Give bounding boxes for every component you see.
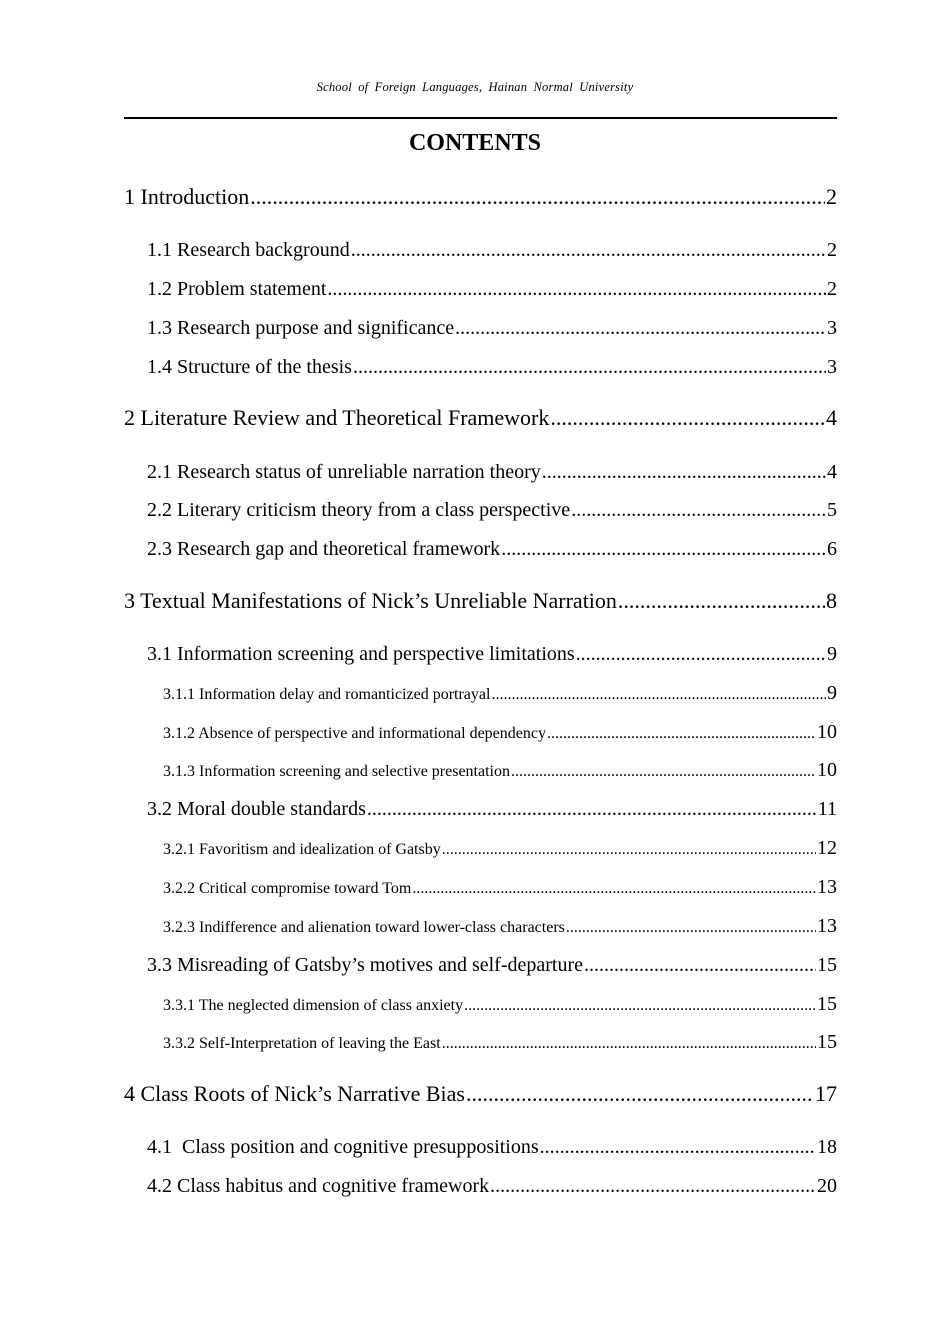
toc-leader-dots — [250, 182, 825, 212]
toc-entry-page: 4 — [826, 405, 837, 430]
toc-leader-dots — [550, 403, 825, 433]
toc-entry-page: 17 — [815, 1081, 837, 1106]
toc-entry-label: 1.4 Structure of the thesis — [147, 356, 352, 378]
toc-entry-label: 4 Class Roots of Nick’s Narrative Bias — [124, 1081, 465, 1106]
toc-entry-label: 4.2 Class habitus and cognitive framework — [147, 1175, 490, 1197]
toc-entry-3-1-1[interactable] — [163, 681, 837, 705]
toc-entry-3-2-3[interactable] — [163, 914, 837, 938]
toc-leader-dots — [542, 458, 826, 486]
toc-entry-page: 2 — [826, 184, 837, 209]
toc-entry-label: 3 Textual Manifestations of Nick’s Unreliable Narration — [124, 588, 617, 613]
toc-entry-3-2-1[interactable] — [163, 836, 837, 860]
toc-leader-dots — [466, 1079, 814, 1109]
toc-entry-label: 3.2.1 Favoritism and idealization of Gatsby — [163, 841, 441, 858]
toc-leader-dots — [540, 1133, 816, 1161]
toc-entry-1-1[interactable] — [147, 236, 837, 264]
page-header: School of Foreign Languages, Hainan Normal University — [316, 80, 634, 94]
toc-entry-page: 5 — [827, 499, 837, 521]
toc-entry-page: 9 — [827, 643, 837, 665]
toc-entry-page: 15 — [817, 993, 837, 1015]
toc-entry-3-3[interactable] — [147, 951, 837, 979]
toc-leader-dots — [412, 877, 816, 899]
toc-entry-4[interactable] — [124, 1079, 837, 1109]
toc-entry-3-1-3[interactable] — [163, 758, 837, 782]
toc-entry-label: 1.3 Research purpose and significance — [147, 317, 455, 339]
toc-title: CONTENTS — [408, 130, 542, 156]
toc-leader-dots — [367, 795, 817, 823]
toc-leader-dots — [576, 640, 826, 668]
toc-leader-dots — [464, 994, 816, 1016]
toc-entry-page: 2 — [827, 278, 837, 300]
toc-entry-3-2-2[interactable] — [163, 875, 837, 899]
toc-entry-page: 10 — [817, 721, 837, 743]
toc-leader-dots — [442, 838, 816, 860]
toc-leader-dots — [327, 275, 826, 303]
toc-entry-3-1-2[interactable] — [163, 720, 837, 744]
toc-leader-dots — [351, 236, 826, 264]
toc-entry-label: 1.1 Research background — [147, 239, 350, 261]
toc-entry-label: 2.2 Literary criticism theory from a class perspective — [147, 499, 571, 521]
toc-leader-dots — [501, 535, 826, 563]
toc-entry-page: 13 — [817, 915, 837, 937]
toc-entry-label: 2 Literature Review and Theoretical Framework — [124, 405, 550, 430]
header-rule — [124, 117, 837, 119]
toc-entry-page: 10 — [817, 759, 837, 781]
toc-entry-page: 6 — [827, 538, 837, 560]
toc-entry-1-2[interactable] — [147, 275, 837, 303]
toc-entry-page: 18 — [817, 1136, 837, 1158]
toc-entry-label: 1.2 Problem statement — [147, 278, 327, 300]
toc-leader-dots — [618, 586, 825, 616]
toc-entry-1-4[interactable] — [147, 353, 837, 381]
toc-leader-dots — [571, 496, 826, 524]
toc-entry-label: 4.1 Class position and cognitive presuppositions — [147, 1136, 539, 1158]
toc-leader-dots — [455, 314, 826, 342]
toc-entry-label: 2.1 Research status of unreliable narration theory — [147, 461, 541, 483]
toc-entry-label: 2.3 Research gap and theoretical framework — [147, 538, 501, 560]
toc-entry-page: 20 — [817, 1175, 837, 1197]
toc-entry-3-3-2[interactable] — [163, 1030, 837, 1054]
toc-entry-2[interactable] — [124, 403, 837, 433]
toc-entry-3[interactable] — [124, 586, 837, 616]
toc-leader-dots — [566, 916, 816, 938]
toc-entry-2-2[interactable] — [147, 496, 837, 524]
toc-entry-label: 3.1.1 Information delay and romanticized portrayal — [163, 686, 491, 703]
toc-entry-3-1[interactable] — [147, 640, 837, 668]
toc-entry-label: 3.1.3 Information screening and selective presentation — [163, 763, 510, 780]
toc-entry-page: 11 — [817, 798, 837, 820]
toc-entry-label: 3.2.2 Critical compromise toward Tom — [163, 880, 412, 897]
toc-leader-dots — [442, 1032, 816, 1054]
toc-entry-1-3[interactable] — [147, 314, 837, 342]
toc-entry-page: 15 — [817, 1031, 837, 1053]
toc-entry-page: 13 — [817, 876, 837, 898]
toc-entry-page: 15 — [817, 954, 837, 976]
toc-entry-3-3-1[interactable] — [163, 992, 837, 1016]
toc-leader-dots — [353, 353, 826, 381]
toc-entry-page: 3 — [827, 317, 837, 339]
toc-leader-dots — [490, 1172, 816, 1200]
toc-leader-dots — [511, 760, 816, 782]
toc-entry-label: 3.1 Information screening and perspective limitations — [147, 643, 575, 665]
toc-leader-dots — [491, 683, 826, 705]
toc-entry-3-2[interactable] — [147, 795, 837, 823]
toc-entry-page: 3 — [827, 356, 837, 378]
toc-entry-label: 3.1.2 Absence of perspective and informational dependency — [163, 725, 546, 742]
toc-entry-label: 3.3 Misreading of Gatsby’s motives and self-departure — [147, 954, 584, 976]
toc-entry-2-3[interactable] — [147, 535, 837, 563]
toc-entry-4-1[interactable] — [147, 1133, 837, 1161]
toc-entry-page: 12 — [817, 837, 837, 859]
toc-leader-dots — [584, 951, 816, 979]
toc-entry-page: 4 — [827, 461, 837, 483]
toc-entry-4-2[interactable] — [147, 1172, 837, 1200]
toc-entry-page: 9 — [827, 682, 837, 704]
toc-entry-label: 3.2 Moral double standards — [147, 798, 366, 820]
toc-entry-page: 8 — [826, 588, 837, 613]
toc-entry-1[interactable] — [124, 182, 837, 212]
toc-entry-label: 3.3.2 Self-Interpretation of leaving the East — [163, 1035, 441, 1052]
toc-entry-label: 3.2.3 Indifference and alienation toward lower-class characters — [163, 919, 565, 936]
toc-leader-dots — [547, 722, 816, 744]
toc-entry-2-1[interactable] — [147, 458, 837, 486]
toc-entry-page: 2 — [827, 239, 837, 261]
toc-entry-label: 3.3.1 The neglected dimension of class anxiety — [163, 997, 464, 1014]
toc-entry-label: 1 Introduction — [124, 184, 250, 209]
